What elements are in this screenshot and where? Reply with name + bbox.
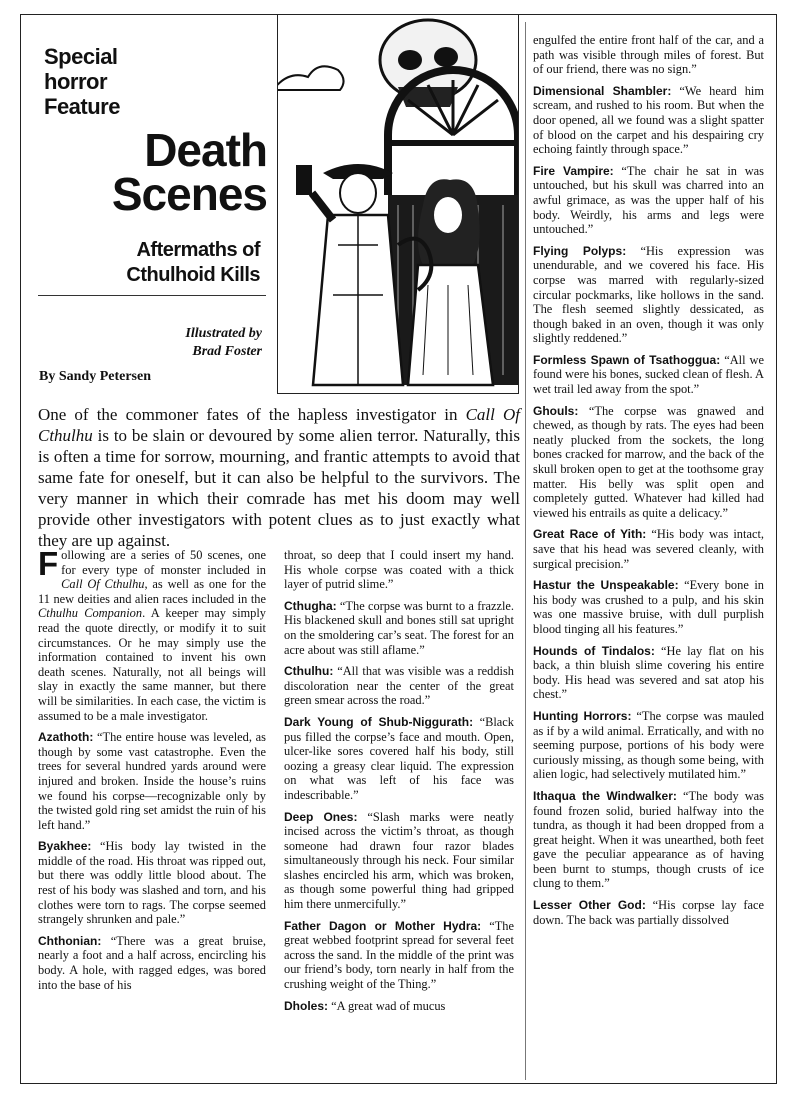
entry-paragraph [284, 548, 514, 592]
entry-text: “His body was intact, save that his head was severed cleanly, with surgical precision.” [533, 527, 764, 571]
entry-text: “We heard him scream, and rushed to his room. But when the door opened, all we found was a slight spatter of blood on the carpet and his despairing cry echoing faintly through space.” [533, 83, 764, 157]
article-title [52, 124, 267, 220]
entry-text: “His expression was unendurable, and we covered his face. His corpse was marred with regularly-sized circular pockmarks, like hollows in the sand. The flesh seemed slightly dessicated, as though baked in an oven, though it was only slightly reddened.” [533, 243, 764, 346]
entry-text: “All that was visible was a reddish discoloration near the center of the great green smear across the road.” [284, 664, 514, 708]
entry-heading: Fire Vampire: [533, 163, 614, 178]
title-line: Death [144, 124, 267, 176]
entry-paragraph [284, 664, 514, 708]
entry-heading: Hounds of Tindalos: [533, 643, 655, 658]
entry-paragraph [38, 934, 266, 992]
intro-paragraph [38, 404, 520, 551]
entry-heading: Great Race of Yith: [533, 527, 647, 542]
lead-text: ollowing are a series of 50 scenes, one for every type of monster included in [61, 548, 266, 577]
subtitle-line: Aftermaths of [136, 239, 260, 261]
entry-text: “The body was found frozen solid, buried halfway into the tundra, as though it had been dropped from a great height. When it was unearthed, both feet gave the peculiar appearance as of having been burnt to stumps, though crusts of ice clung to them.” [533, 788, 765, 891]
entry-text: “The corpse was mauled as if by a wild animal. Erratically, and with no seeming purpose, portions of his body were curiously missing, as though some being, with alien logic, had selectively mutilated him.” [533, 708, 765, 782]
entry-heading: Dimensional Shambler: [533, 83, 672, 98]
entry-paragraph [533, 244, 764, 346]
entry-paragraph [533, 164, 764, 237]
entry-text: “The great webbed footprint spread for several feet across the sand. In the middle of the print was our friend’s body, torn nearly in half from the crushing weight of the Thing.” [284, 918, 514, 992]
lead-text: . A keeper may simply read the quote directly, or modify it to suit circumstances. Or he may simply use the information contained to invent his own death scenes. Naturally, not all beings will slay in exactly the same manner, but there will be similarities. In each case, the victim is assumed to be a male investigator. [38, 606, 267, 723]
intro-text: is to be slain or devoured by some alien terror. Naturally, this is often a time for sorrow, mourning, and frantic attempts to avoid that same fate for oneself, but it can also be helpful to the survivors. The very manner in which their comrade has met his doom may well provide other investigators with potent clues as to just exactly what they are up against. [38, 426, 520, 550]
entry-paragraph [533, 353, 764, 397]
title-rule [38, 295, 266, 296]
column-1 [38, 545, 267, 999]
intro-text: One of the commoner fates of the hapless investigator in [38, 405, 466, 424]
illustrator-credit [166, 325, 262, 361]
entry-heading: Chthonian: [38, 933, 102, 948]
entry-heading: Father Dagon or Mother Hydra: [284, 918, 482, 933]
woman-dress [408, 265, 493, 385]
entry-heading: Formless Spawn of Tsathoggua: [533, 352, 721, 367]
entry-paragraph [284, 810, 514, 912]
entry-text: “The entire house was leveled, as though by some vast catastrophe. Even the trees for several hundred yards around were injured and broken. Inside the house’s ruins we found his corpse—recognizable only by the twisted gold ring set amidst the ruin of his left hand.” [38, 730, 266, 832]
entry-paragraph [533, 709, 764, 782]
kicker-line: Feature [44, 94, 120, 119]
lead-italic: Call Of Cthulhu [61, 577, 145, 592]
drop-cap: F [38, 545, 59, 582]
intro-game-title: Call Of Cthulhu [38, 405, 520, 445]
entry-heading: Hunting Horrors: [533, 708, 632, 723]
lead-italic: Cthulhu Companion [38, 606, 143, 621]
entry-text: “He lay flat on his back, a thin bluish slime covering his entire body. His head was severed and sat atop his chest.” [533, 643, 764, 702]
entry-text: “There was a great bruise, nearly a foot and a half across, encircling his body. A hole, with ragged edges, was bored into the base of his [38, 933, 266, 992]
entry-paragraph [533, 644, 764, 702]
entry-heading: Azathoth: [38, 730, 94, 745]
entry-heading: Byakhee: [38, 839, 92, 854]
article-subtitle [60, 238, 260, 288]
column-2 [284, 548, 514, 1020]
entry-text: “Every bone in his body was crushed to a pulp, and his skin was one massive bruise, with dull purplish blood tinging all his features.” [533, 578, 764, 636]
entry-heading: Cthulhu: [284, 664, 334, 679]
entry-heading: Ithaqua the Windwalker: [533, 788, 677, 803]
illustrator-line: Brad Foster [192, 344, 262, 359]
entry-paragraph [38, 730, 266, 832]
entry-paragraph [533, 898, 764, 927]
entry-text: “Slash marks were neatly incised across the victim’s throat, as though someone had drawn four razor blades simultaneously through his neck. Four similar slashes encircled his arm, which was broken, as though some powerful thing had gripped him there unmercifully.” [284, 809, 515, 912]
pistol [296, 165, 312, 195]
kicker-line: Special [44, 44, 118, 69]
entry-heading: Flying Polyps: [533, 243, 627, 258]
kicker-line: horror [44, 69, 107, 94]
byline: By Sandy Petersen [39, 369, 151, 384]
column-divider [525, 22, 526, 1080]
entry-paragraph [284, 599, 514, 657]
entry-heading: Deep Ones: [284, 809, 358, 824]
illustration-drawing [278, 15, 518, 393]
title-line: Scenes [111, 168, 267, 220]
entry-text: throat, so deep that I could insert my hand. His whole corpse was coated with a thick layer of putrid slime.” [284, 548, 514, 592]
entry-text: “His corpse lay face down. The back was partially dissolved [533, 898, 765, 927]
entry-paragraph [284, 919, 514, 992]
entry-paragraph [38, 839, 266, 927]
entry-text: “Black pus filled the corpse’s face and mouth. Open, ulcer-like sores covered half his body, still oozing a greasy clear liquid. The expression on what was left of his face was indescribable.” [284, 714, 514, 802]
entry-text: “The chair he sat in was untouched, but his skull was charred into an awful grimace, as was the upper half of his body. Weirdly, his arms and legs were untouched.” [533, 163, 764, 237]
entry-heading: Dark Young of Shub-Niggurath: [284, 714, 474, 729]
entry-paragraph [533, 84, 764, 157]
entry-heading: Lesser Other God: [533, 898, 646, 913]
lead-paragraph [38, 545, 267, 723]
entry-heading: Hastur the Unspeakable: [533, 578, 679, 593]
entry-heading: Cthugha: [284, 598, 337, 613]
illustrator-line: Illustrated by [185, 326, 262, 341]
entry-paragraph [284, 999, 514, 1014]
entry-paragraph [533, 33, 764, 77]
entry-paragraph [533, 527, 764, 571]
entry-heading: Dholes: [284, 998, 329, 1013]
entry-text: “The corpse was gnawed and chewed, as though by rats. The eyes had been neatly plucked from the sockets, the long bones cracked for marrow, and the back of the skull broken open to get at the toothsome gray matter. His belly was split open and completely gutted. Whatever had killed had viewed his entrails as quite a delicacy.” [533, 403, 764, 520]
entry-text: engulfed the entire front half of the car, and a path was visible through miles of forest. But of our friend, there was no sign.” [533, 33, 764, 77]
entry-paragraph [533, 404, 764, 521]
lead-text: , as well as one for the 11 new deities and alien races included in the [38, 577, 266, 606]
entry-paragraph [533, 578, 764, 636]
entry-heading: Ghouls: [533, 403, 579, 418]
entry-text: “His body lay twisted in the middle of the road. His throat was ripped out, but there was oddly little blood about. The rest of his body was slashed and torn, and his clothes were torn to rags. The corpse seemed strangely shrunken and pale.” [38, 839, 266, 927]
column-3 [533, 33, 764, 934]
subtitle-line: Cthulhoid Kills [126, 264, 260, 286]
entry-paragraph [284, 715, 514, 803]
feature-illustration [277, 14, 519, 394]
entry-text: “The corpse was burnt to a frazzle. His blackened skull and bones still sat upright on the smoldering car’s seat. The forest for an acre about was still aflame.” [284, 598, 514, 657]
entry-paragraph [533, 789, 764, 891]
entry-text: “A great wad of mucus [328, 998, 446, 1013]
feature-kicker [44, 44, 120, 119]
entry-text: “All we found were his bones, sucked clean of flesh. A wet trail led away from the spot.” [533, 352, 764, 397]
